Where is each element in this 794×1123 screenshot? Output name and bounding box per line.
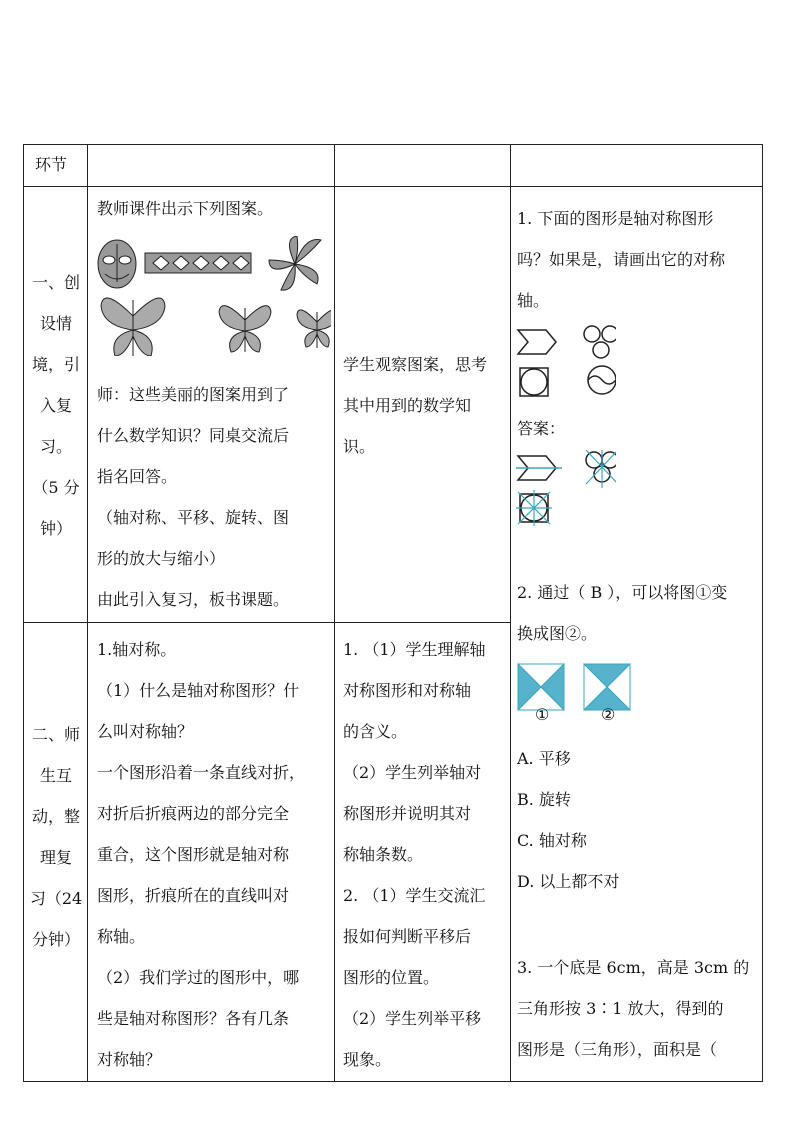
yin-yang-icon [588,366,616,394]
col-divider-3 [510,144,511,1082]
row1-stage: 一、创 设情 境，引 入复 习。 （5 分 钟） [31,273,80,538]
exercise-q3: 3. 一个底是 6cm，高是 3cm 的 三角形按 3∶1 放大，得到的 图形是（三角形），面积是（ [517,958,750,1059]
three-circles-icon [584,326,616,358]
chevron-shape-icon [518,330,556,354]
header-stage: 环节 [35,155,68,174]
q2-figures [516,662,636,734]
exercise-q2-options: A. 平移 B. 旋转 C. 轴对称 D. 以上都不对 [517,749,620,891]
row1-teacher-intro: 教师课件出示下列图案。 [97,199,274,218]
answer-figures [516,450,616,526]
butterfly-large-icon [101,298,165,356]
row-divider [23,622,511,623]
table-border-right [762,144,763,1082]
circle-in-square-icon [520,368,548,396]
row2-stage: 二、师 生互 动，整 理复 习（24 分钟） [29,725,83,949]
pattern-figures [95,236,331,356]
row1-student: 学生观察图案，思考 其中用到的数学知 识。 [343,355,488,456]
fig-label-2: ② [601,705,616,724]
col-divider-1 [87,144,88,1082]
table-border-left [23,144,24,1082]
col-divider-2 [334,144,335,1082]
border-band-icon [145,253,251,273]
exercise-q2: 2. 通过（ B ），可以将图①变 换成图②。 [517,583,728,643]
row1-teacher-text: 师：这些美丽的图案用到了 什么数学知识？同桌交流后 指名回答。 （轴对称、平移、旋转、图 形的放大与缩小） 由此引入复习，板书课题。 [97,385,290,609]
answer-label: 答案： [517,419,566,438]
row2-student: 1. （1）学生理解轴 对称图形和对称轴 的含义。 （2）学生列举轴对 称图形并说明其对 称轴条数。 2. （1）学生交流汇 报如何判断平移后 图形的位置。 （2）学生列举平移 现象。 [343,640,486,1069]
table-border-bottom [23,1081,763,1082]
row2-teacher: 1.轴对称。 （1）什么是轴对称图形？什 么叫对称轴？ 一个图形沿着一条直线对折， 对折后折痕两边的部分完全 重合，这个图形就是轴对称 图形，折痕所在的直线叫对 称轴。 （2）我们学过的图形中，哪 些是轴对称图形？各有几条 对称轴？ [97,640,306,1069]
header-divider [23,186,763,187]
exercise-q1: 1. 下面的图形是轴对称图形 吗？如果是，请画出它的对称 轴。 [517,209,726,310]
q1-figures [516,324,616,404]
mask-icon [98,240,136,288]
table-border-top [23,144,763,145]
fig-label-1: ① [535,705,550,724]
butterfly-medium-icon [219,306,271,352]
flower-icon [269,236,321,290]
butterfly-small-icon [297,310,331,348]
lesson-table [23,144,763,1082]
